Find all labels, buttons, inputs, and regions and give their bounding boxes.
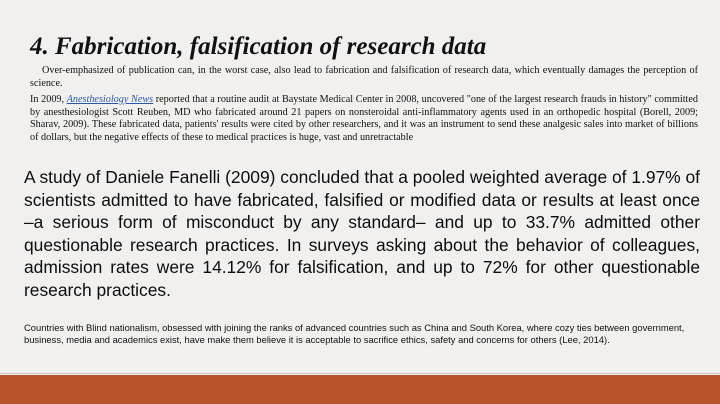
case-prefix: In 2009, xyxy=(30,94,67,105)
case-paragraph xyxy=(30,94,698,144)
fanelli-study-paragraph: A study of Daniele Fanelli (2009) concluded that a pooled weighted average of 1.97% of scientists admitted to have fabricated, falsified or modified data or results at least once –a serious form of misconduct by any standard– and up to 33.7% admitted other questionable research practices. In surveys asking about the behavior of colleagues, admission rates were 14.12% for falsification, and up to 72% for other questionable research practices. xyxy=(24,167,700,300)
footer-divider xyxy=(0,373,720,374)
footer-bar xyxy=(0,375,720,404)
intro-paragraph: Over-emphasized of publication can, in the worst case, also lead to fabrication and falsification of research data, which eventually damages the perception of science. xyxy=(30,65,698,89)
journal-link[interactable]: Anesthesiology News xyxy=(66,94,154,105)
footnote-paragraph: Countries with Blind nationalism, obsessed with joining the ranks of advanced countries such as China and South Korea, where cozy ties between government, business, media and academics exist, have make them believe it is acceptable to sacrifice ethics, safety and concerns for others (Lee, 2014). xyxy=(24,322,685,345)
case-text: reported that a routine audit at Baystate Medical Center in 2008, uncovered "one of the largest research frauds in history" committed by anesthesiologist Scott Reuben, MD who fabricated around 21 papers on nonsteroidal anti-inflammatory agents used in an orthopedic hospital (Borell, 2009; Sharav, 2009). These fabricated data, patients' results were cited by other researchers, and it was an instrument to send these analgesic sales into market of billions of dollars, but the negative effects of these to medical practices is huge, vast and unretractable xyxy=(30,94,698,143)
slide-title: 4. Fabrication, falsification of research data xyxy=(30,33,487,60)
